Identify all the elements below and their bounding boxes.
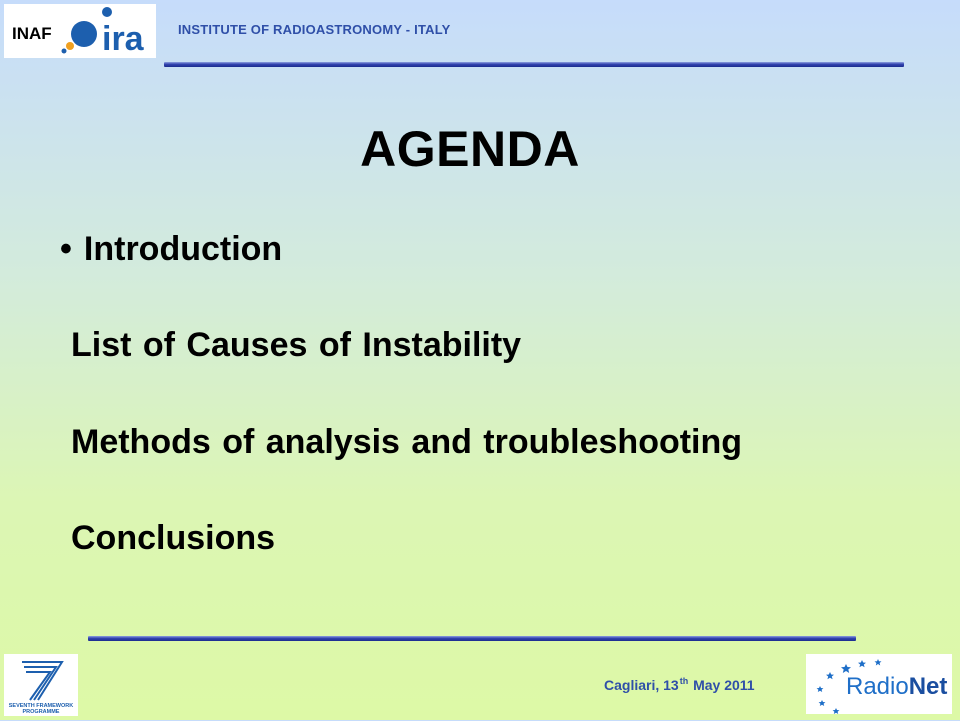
top-divider xyxy=(164,62,904,67)
radionet-text: RadioNet xyxy=(846,673,948,700)
radionet-logo xyxy=(806,654,952,714)
bottom-divider xyxy=(88,636,856,641)
fp7-line1: SEVENTH FRAMEWORK xyxy=(8,703,74,709)
agenda-item-methods: Methods of analysis and troubleshooting xyxy=(71,423,743,461)
agenda-item-conclusions: Conclusions xyxy=(71,519,276,557)
agenda-item-introduction: • Introduction xyxy=(60,230,282,269)
slide-title: AGENDA xyxy=(360,121,580,177)
ira-logo-text: ira xyxy=(102,20,144,58)
agenda-item-causes: List of Causes of Instability xyxy=(71,326,522,364)
footer-date: Cagliari, 13th May 2011 xyxy=(604,676,755,693)
inaf-ira-logo xyxy=(4,4,156,58)
inaf-logo-text: INAF xyxy=(12,24,52,43)
fp7-logo xyxy=(4,654,78,716)
institute-header: INSTITUTE OF RADIOASTRONOMY - ITALY xyxy=(178,22,451,37)
fp7-line2: PROGRAMME xyxy=(22,709,60,715)
